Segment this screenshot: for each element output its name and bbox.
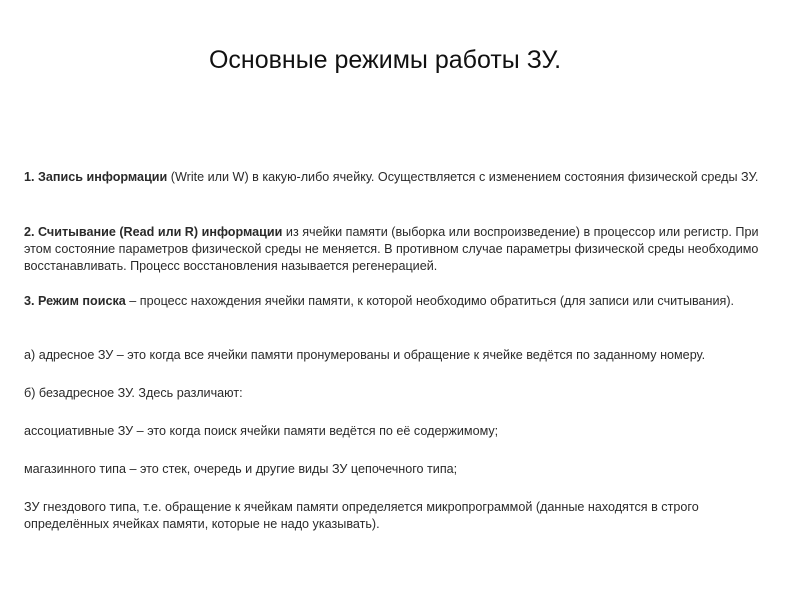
slide-title: Основные режимы работы ЗУ. <box>208 46 562 74</box>
term-write: 1. Запись информации <box>24 170 168 184</box>
paragraph-text: из ячейки памяти (выборка или воспроизведение) в процессор или регистр. При этом состояние параметров физической среды не меняется. В противном случае параметры физической среды необходимо восстанавливать. Процесс восстановления называется регенерацией. <box>24 225 759 273</box>
paragraph-nested: ЗУ гнездового типа, т.е. обращение к ячейкам памяти определяется микропрограммой (данные находятся в строго определённых ячейках памяти, которые не надо указывать). <box>24 500 699 531</box>
paragraph-text: – процесс нахождения ячейки памяти, к которой необходимо обратиться (для записи или считывания). <box>125 294 735 308</box>
paragraph-stack: магазинного типа – это стек, очередь и другие виды ЗУ цепочечного типа; <box>24 462 458 476</box>
paragraph-read <box>24 224 784 275</box>
term-search: 3. Режим поиска <box>24 294 126 308</box>
paragraph-non-addressed: б) безадресное ЗУ. Здесь различают: <box>24 386 243 400</box>
term-read: 2. Считывание (Read или R) информации <box>24 225 283 239</box>
paragraph-addressed: а) адресное ЗУ – это когда все ячейки памяти пронумерованы и обращение к ячейке ведётся по заданному номеру. <box>24 348 706 362</box>
paragraph-text: (Write или W) в какую-либо ячейку. Осуществляется с изменением состояния физической среды ЗУ. <box>167 170 759 184</box>
paragraph-write <box>24 169 784 186</box>
paragraph-associative: ассоциативные ЗУ – это когда поиск ячейки памяти ведётся по её содержимому; <box>24 424 499 438</box>
paragraph-search <box>24 293 784 310</box>
